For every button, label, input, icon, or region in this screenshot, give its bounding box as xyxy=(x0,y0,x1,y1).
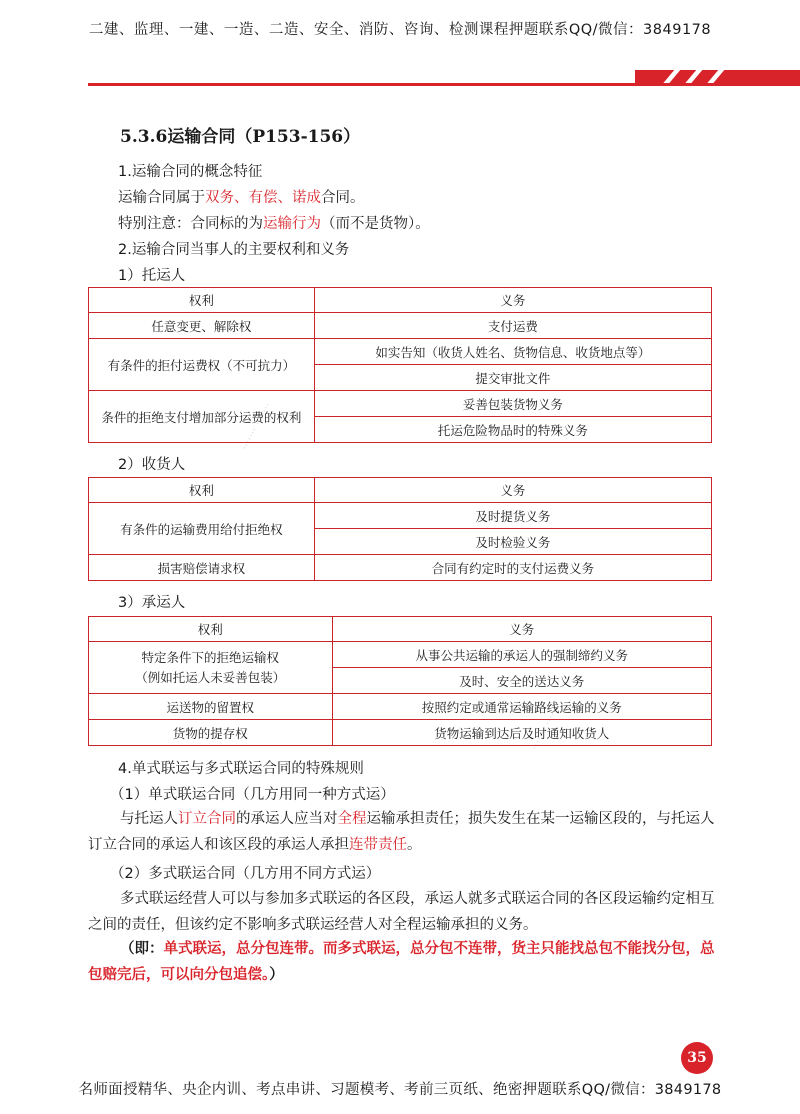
s1-l2-post: （而不是货物）。 xyxy=(321,216,430,232)
table-cell: 及时检验义务 xyxy=(314,529,711,555)
watermark: ······· ······· xyxy=(528,700,565,753)
page-number: 35 xyxy=(681,1042,713,1074)
consignee-label: 2）收货人 xyxy=(118,457,186,473)
table-header-right: 权利 xyxy=(89,478,315,503)
s1-line1 xyxy=(118,186,365,207)
table-cell: 有条件的拒付运费权（不可抗力） xyxy=(89,339,315,391)
carrier-table xyxy=(88,616,712,746)
s1-l1-post: 合同。 xyxy=(321,190,365,206)
table-header-right: 权利 xyxy=(89,288,315,313)
section-title: 5.3.6运输合同（P153-156） xyxy=(120,127,361,147)
shipper-label: 1）托运人 xyxy=(118,268,186,284)
table-cell: 损害赔偿请求权 xyxy=(89,555,315,581)
s1-l1-pre: 运输合同属于 xyxy=(118,190,205,206)
table-cell: 支付运费 xyxy=(314,313,711,339)
table-cell: 托运危险物品时的特殊义务 xyxy=(314,417,711,443)
s2-heading: 2.运输合同当事人的主要权利和义务 xyxy=(118,242,350,258)
shipper-table xyxy=(88,287,712,443)
s4-p1-b: 订立合同 xyxy=(178,811,236,827)
table-cell: 妥善包装货物义务 xyxy=(314,391,711,417)
footer-banner-text: 名师面授精华、央企内训、考点串讲、习题模考、考前三页纸、绝密押题联系QQ/微信：3849178 xyxy=(78,1082,722,1098)
s1-l2-pre: 特别注意：合同标的为 xyxy=(118,216,263,232)
table-cell: 合同有约定时的支付运费义务 xyxy=(314,555,711,581)
s4-p1-f: 连带责任 xyxy=(349,837,407,853)
table-cell: 如实告知（收货人姓名、货物信息、收货地点等） xyxy=(314,339,711,365)
consignee-table xyxy=(88,477,712,581)
table-cell xyxy=(89,642,333,694)
s4-p3-close: ） xyxy=(269,967,284,983)
table-cell: 运送物的留置权 xyxy=(89,694,333,720)
carrier-r1-right-a: 特定条件下的拒绝运输权 xyxy=(141,649,280,665)
s1-l2-term: 运输行为 xyxy=(263,216,321,232)
s4-p1-d: 全程 xyxy=(337,811,367,827)
s4-p3-red: 单式联运，总分包连带。而多式联运，总分包不连带，货主只能找总包不能找分包，总包赔完后，可以向分包追偿。 xyxy=(88,941,715,983)
s4-p1-c: 的承运人应当对 xyxy=(236,811,338,827)
s4-sub1: （1）单式联运合同（几方用同一种方式运） xyxy=(110,787,395,803)
table-cell: 有条件的运输费用给付拒绝权 xyxy=(89,503,315,555)
header-banner-text: 二建、监理、一建、一造、二造、安全、消防、咨询、检测课程押题联系QQ/微信：3849178 xyxy=(88,22,712,38)
s4-para3 xyxy=(88,936,716,988)
s1-heading: 1.运输合同的概念特征 xyxy=(118,164,263,180)
table-cell: 及时提货义务 xyxy=(314,503,711,529)
table-cell: 货物的提存权 xyxy=(89,720,333,746)
s1-line2 xyxy=(118,212,430,233)
table-header-duty: 义务 xyxy=(314,478,711,503)
s4-p1-e: 运输承担责任；损失发生在某一运输区段的，与托运人订立合同的承运人和该区段的承运人承担 xyxy=(88,811,715,853)
carrier-label: 3）承运人 xyxy=(118,595,186,611)
watermark: ······· ······· xyxy=(238,400,275,453)
table-header-duty: 义务 xyxy=(314,288,711,313)
s4-p1-a: 与托运人 xyxy=(120,811,178,827)
s1-l1-terms: 双务、有偿、诺成 xyxy=(205,190,321,206)
table-cell: 货物运输到达后及时通知收货人 xyxy=(332,720,711,746)
table-cell: 任意变更、解除权 xyxy=(89,313,315,339)
table-cell: 及时、安全的送达义务 xyxy=(332,668,711,694)
table-header-duty: 义务 xyxy=(332,617,711,642)
table-cell: 从事公共运输的承运人的强制缔约义务 xyxy=(332,642,711,668)
s4-p3-open: （即： xyxy=(120,941,164,957)
s4-sub2: （2）多式联运合同（几方用不同方式运） xyxy=(110,866,381,882)
table-cell: 条件的拒绝支付增加部分运费的权利 xyxy=(89,391,315,443)
carrier-r1-right-b: （例如托运人未妥善包装） xyxy=(135,669,286,685)
table-cell: 按照约定或通常运输路线运输的义务 xyxy=(332,694,711,720)
s4-heading: 4.单式联运与多式联运合同的特殊规则 xyxy=(118,761,364,777)
table-header-right: 权利 xyxy=(89,617,333,642)
header-rule xyxy=(88,83,800,86)
s4-p1-g: 。 xyxy=(407,837,422,853)
table-cell: 提交审批文件 xyxy=(314,365,711,391)
s4-para1 xyxy=(88,806,716,858)
s4-para2: 多式联运经营人可以与参加多式联运的各区段，承运人就多式联运合同的各区段运输约定相互之间的责任，但该约定不影响多式联运经营人对全程运输承担的义务。 xyxy=(88,891,715,933)
